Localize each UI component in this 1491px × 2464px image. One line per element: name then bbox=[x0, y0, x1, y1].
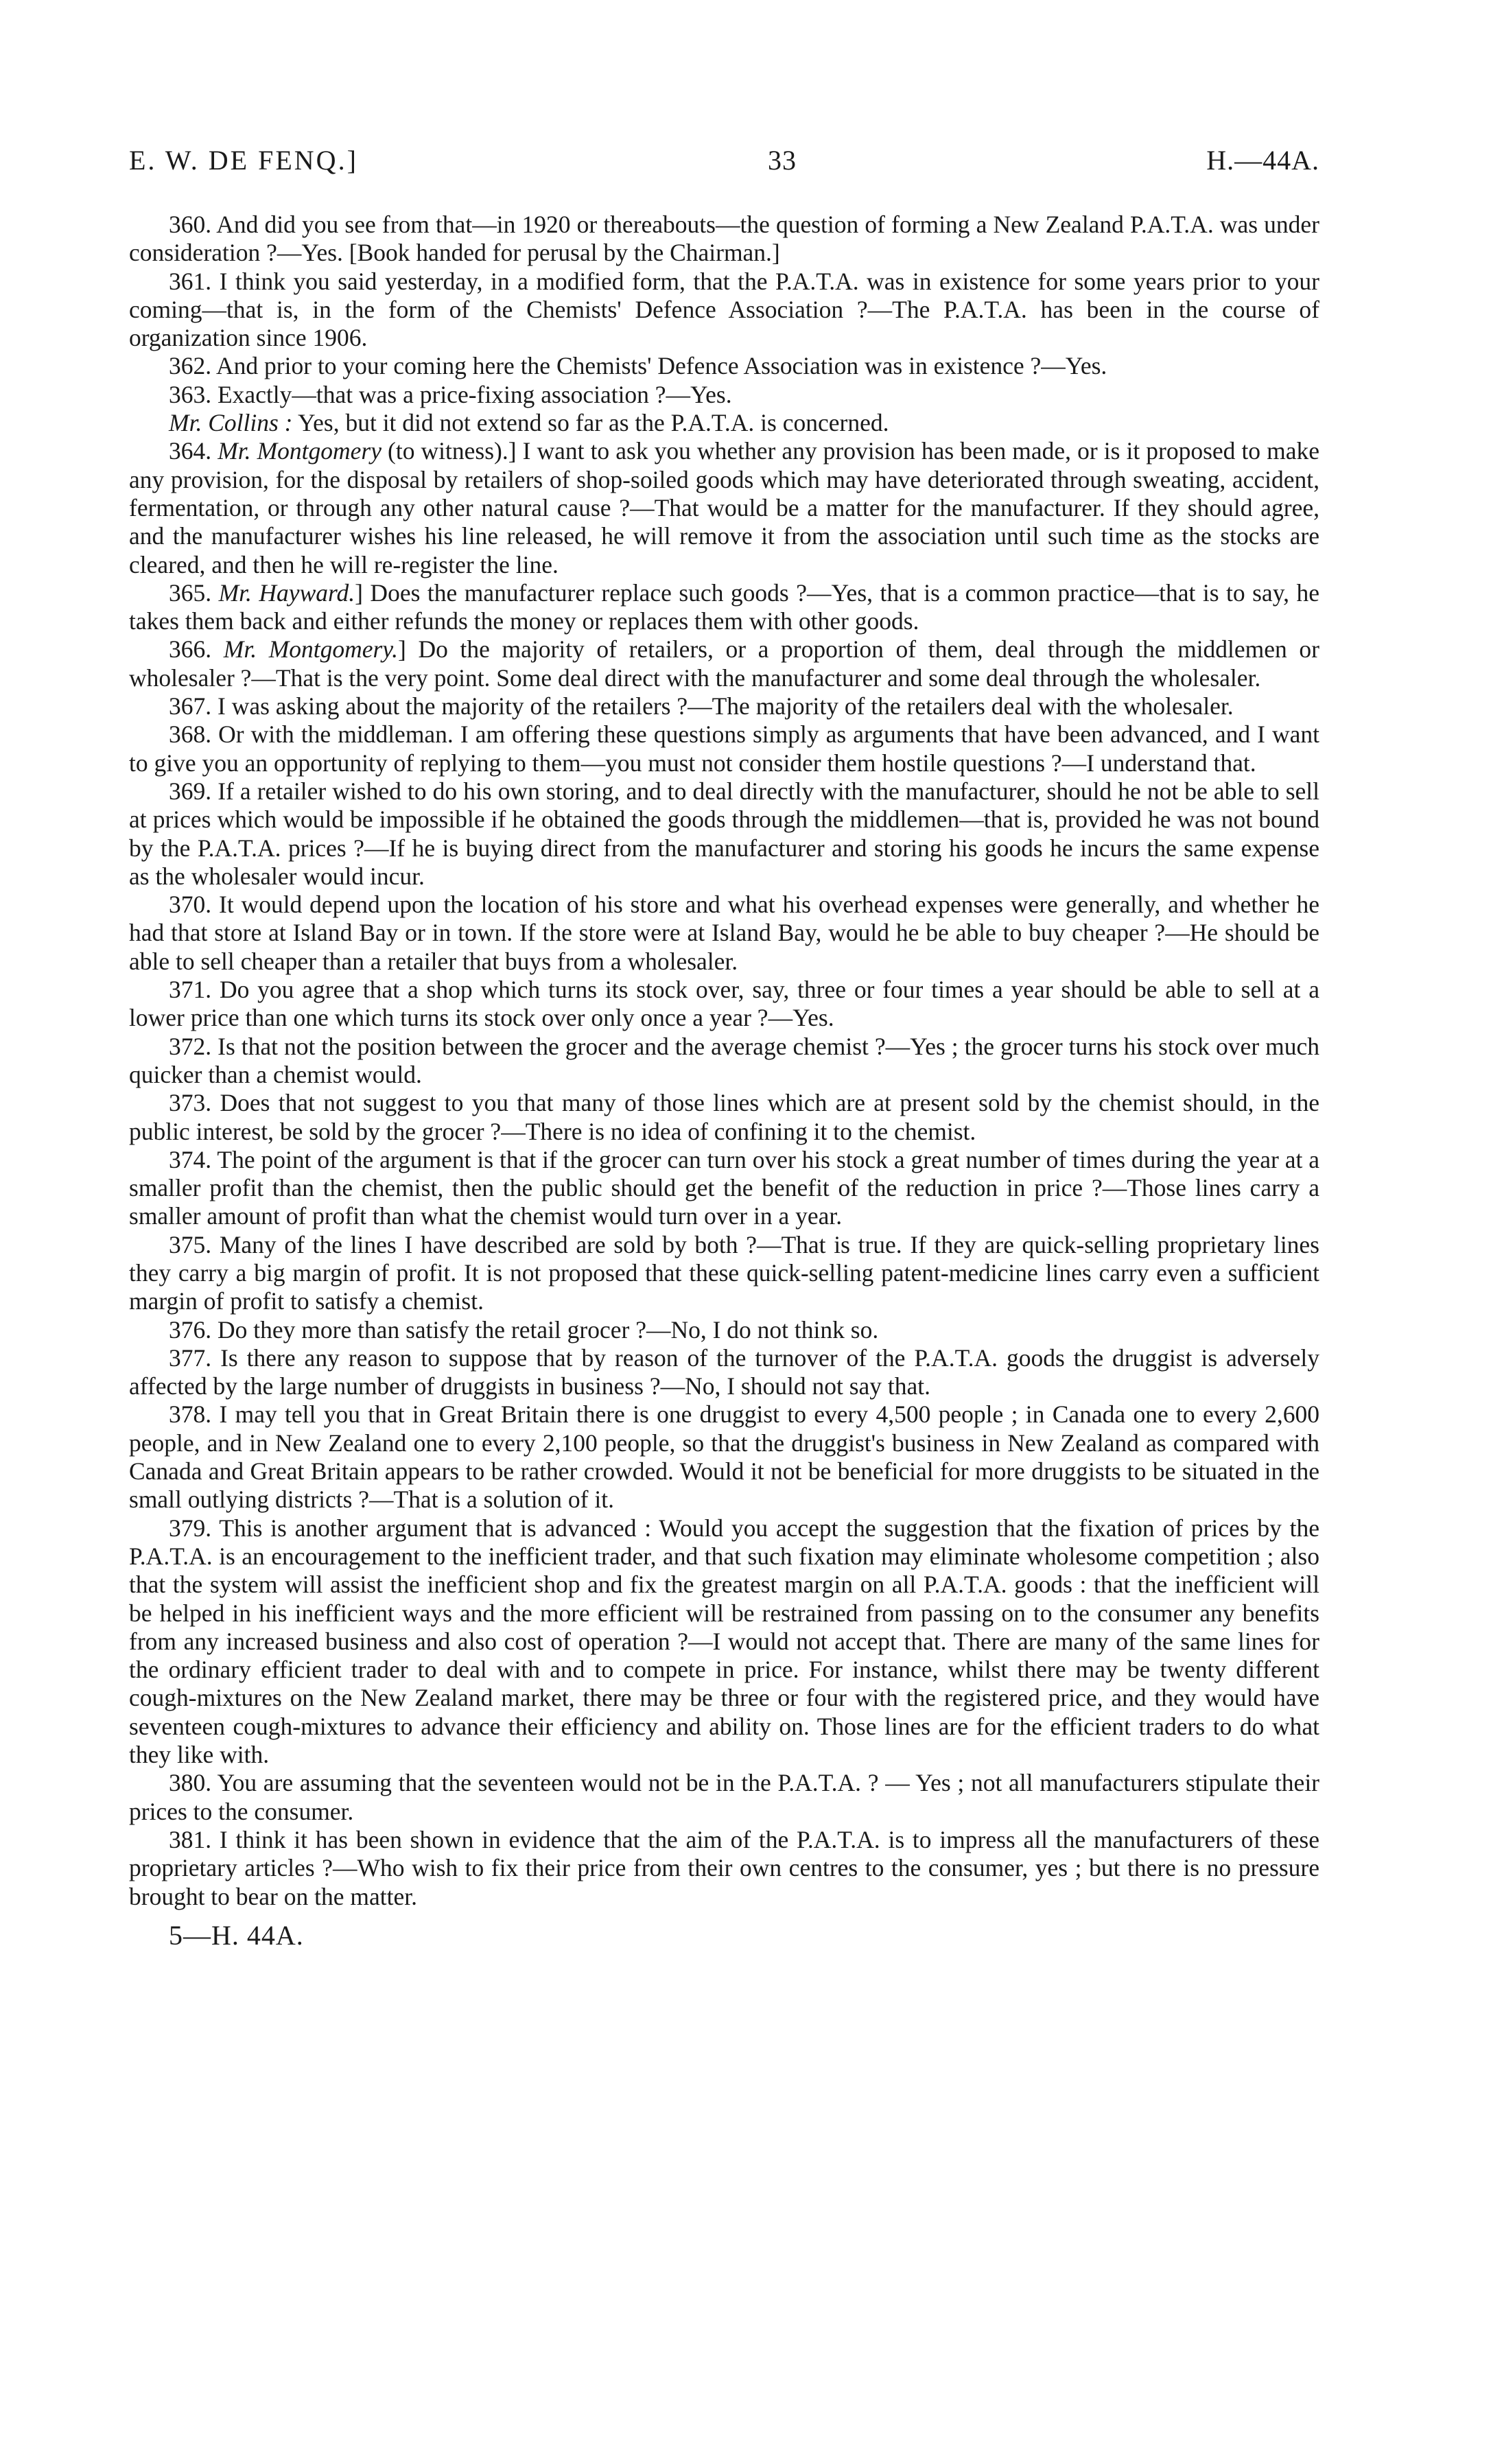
paragraph: 381. I think it has been shown in evidence that the aim of the P.A.T.A. is to impress all the manufacturers of these proprietary articles ?—Who wish to fix their price from their own centres to the consumer, yes ; but there is no pressure brought to bear on the matter. bbox=[129, 1825, 1319, 1910]
paragraph: 365. Mr. Hayward.] Does the manufacturer replace such goods ?—Yes, that is a common practice—that is to say, he takes them back and either refunds the money or replaces them with other goods. bbox=[129, 578, 1319, 635]
paragraph: 369. If a retailer wished to do his own storing, and to deal directly with the manufacturer, should he not be able to sell at prices which would be impossible if he obtained the goods through the middlemen—that is, provided he was not bound by the P.A.T.A. prices ?—If he is buying direct from the manufacturer and storing his goods he incurs the same expense as the wholesaler would incur. bbox=[129, 777, 1320, 890]
paragraph: 366. Mr. Montgomery.] Do the majority of retailers, or a proportion of them, deal through the middlemen or wholesaler ?—That is the very point. Some deal direct with the manufacturer and some deal through the wholesaler. bbox=[129, 635, 1320, 692]
paragraph: 371. Do you agree that a shop which turns its stock over, say, three or four times a year should be able to sell at a lower price than one which turns its stock over only once a year ?—Yes. bbox=[129, 976, 1320, 1032]
speaker-name: Mr. Montgomery. bbox=[223, 635, 399, 664]
signature-mark: 5—H. 44A. bbox=[169, 1919, 304, 1951]
page-header bbox=[129, 144, 1319, 176]
paragraph: 378. I may tell you that in Great Britain there is one druggist to every 4,500 people ; in Canada one to every 2,600 people, and in New Zealand one to every 2,100 people, so that the druggist's business in New Zealand as compared with Canada and Great Britain appears to be rather crowded. Would it not be beneficial for more druggists to be situated in the small outlying districts ?—That is a solution of it. bbox=[129, 1400, 1320, 1514]
page-number: 33 bbox=[768, 145, 797, 176]
document-body bbox=[129, 211, 1319, 1911]
speaker-name: Mr. Hayward. bbox=[218, 578, 355, 607]
paragraph: 376. Do they more than satisfy the retail grocer ?—No, I do not think so. bbox=[169, 1315, 879, 1344]
paragraph: 375. Many of the lines I have described are sold by both ?—That is true. If they are quick-selling proprietary lines they carry a big margin of profit. It is not proposed that these quick-selling patent-medicine lines carry even a sufficient margin of profit to satisfy a chemist. bbox=[129, 1230, 1320, 1315]
paragraph: 379. This is another argument that is advanced : Would you accept the suggestion that the fixation of prices by the P.A.T.A. is an encouragement to the inefficient trader, and that such fixation may eliminate wholesome competition ; also that the system will assist the inefficient shop and fix the greatest margin on all P.A.T.A. goods : that the inefficient will be helped in his inefficient ways and the more efficient will be restrained from passing on to the consumer any benefits from any increased business and also cost of operation ?—I would not accept that. There are many of the same lines for the ordinary efficient trader to deal with and to compete in price. For instance, whilst there may be twenty different cough-mixtures on the New Zealand market, there may be three or four with the registered price, and they would have seventeen cough-mixtures to advance their efficiency and ability on. Those lines are for the efficient traders to do what they like with. bbox=[129, 1514, 1319, 1769]
paragraph: 377. Is there any reason to suppose that by reason of the turnover of the P.A.T.A. goods the druggist is adversely affected by the large number of druggists in business ?—No, I should not say that. bbox=[129, 1344, 1319, 1400]
speaker-name: Mr. Montgomery bbox=[218, 437, 381, 465]
paragraph: 372. Is that not the position between the grocer and the average chemist ?—Yes ; the grocer turns his stock over much quicker than a chemist would. bbox=[129, 1032, 1320, 1088]
paragraph: 362. And prior to your coming here the Chemists' Defence Association was in existence ?—Yes. bbox=[169, 352, 1107, 380]
paragraph: 368. Or with the middleman. I am offering these questions simply as arguments that have been advanced, and I want to give you an opportunity of replying to them—you must not consider them hostile questions ?—I understand that. bbox=[129, 720, 1320, 777]
paragraph: 363. Exactly—that was a price-fixing association ?—Yes. bbox=[169, 380, 732, 408]
paragraph: 360. And did you see from that—in 1920 or thereabouts—the question of forming a New Zealand P.A.T.A. was under consideration ?—Yes. [Book handed for perusal by the Chairman.] bbox=[129, 211, 1319, 267]
paragraph: 373. Does that not suggest to you that many of those lines which are at present sold by the chemist should, in the public interest, be sold by the grocer ?—There is no idea of confining it to the chemist. bbox=[129, 1089, 1319, 1145]
paragraph: 380. You are assuming that the seventeen would not be in the P.A.T.A. ? — Yes ; not all manufacturers stipulate their prices to the consumer. bbox=[129, 1769, 1319, 1825]
header-witness: E. W. DE FENQ.] bbox=[129, 145, 358, 176]
speaker-name: Mr. Collins : bbox=[169, 409, 293, 437]
paragraph: Mr. Collins : Yes, but it did not extend so far as the P.A.T.A. is concerned. bbox=[169, 409, 889, 437]
paragraph: 361. I think you said yesterday, in a modified form, that the P.A.T.A. was in existence for some years prior to your coming—that is, in the form of the Chemists' Defence Association ?—The P.A.T.A. has been in the course of organization since 1906. bbox=[129, 267, 1319, 352]
paragraph: 370. It would depend upon the location of his store and what his overhead expenses were generally, and whether he had that store at Island Bay or in town. If the store were at Island Bay, would he be able to buy cheaper ?—He should be able to sell cheaper than a retailer that buys from a wholesaler. bbox=[129, 891, 1319, 975]
paragraph: 374. The point of the argument is that if the grocer can turn over his stock a great number of times during the year at a smaller profit than the chemist, then the public should get the benefit of the reduction in price ?—Those lines carry a smaller amount of profit than what the chemist would turn over in a year. bbox=[129, 1145, 1320, 1230]
paragraph: 364. Mr. Montgomery (to witness).] I want to ask you whether any provision has been made, or is it proposed to make any provision, for the disposal by retailers of shop-soiled goods which may have deteriorated through sweating, accident, fermentation, or through any other natural cause ?—That would be a matter for the manufacturer. If they should agree, and the manufacturer wishes his line released, he will remove it from the association until such time as the stocks are cleared, and then he will re-register the line. bbox=[129, 437, 1319, 578]
paragraph: 367. I was asking about the majority of the retailers ?—The majority of the retailers deal with the wholesaler. bbox=[169, 692, 1234, 720]
document-reference: H.—44A. bbox=[1206, 145, 1319, 176]
